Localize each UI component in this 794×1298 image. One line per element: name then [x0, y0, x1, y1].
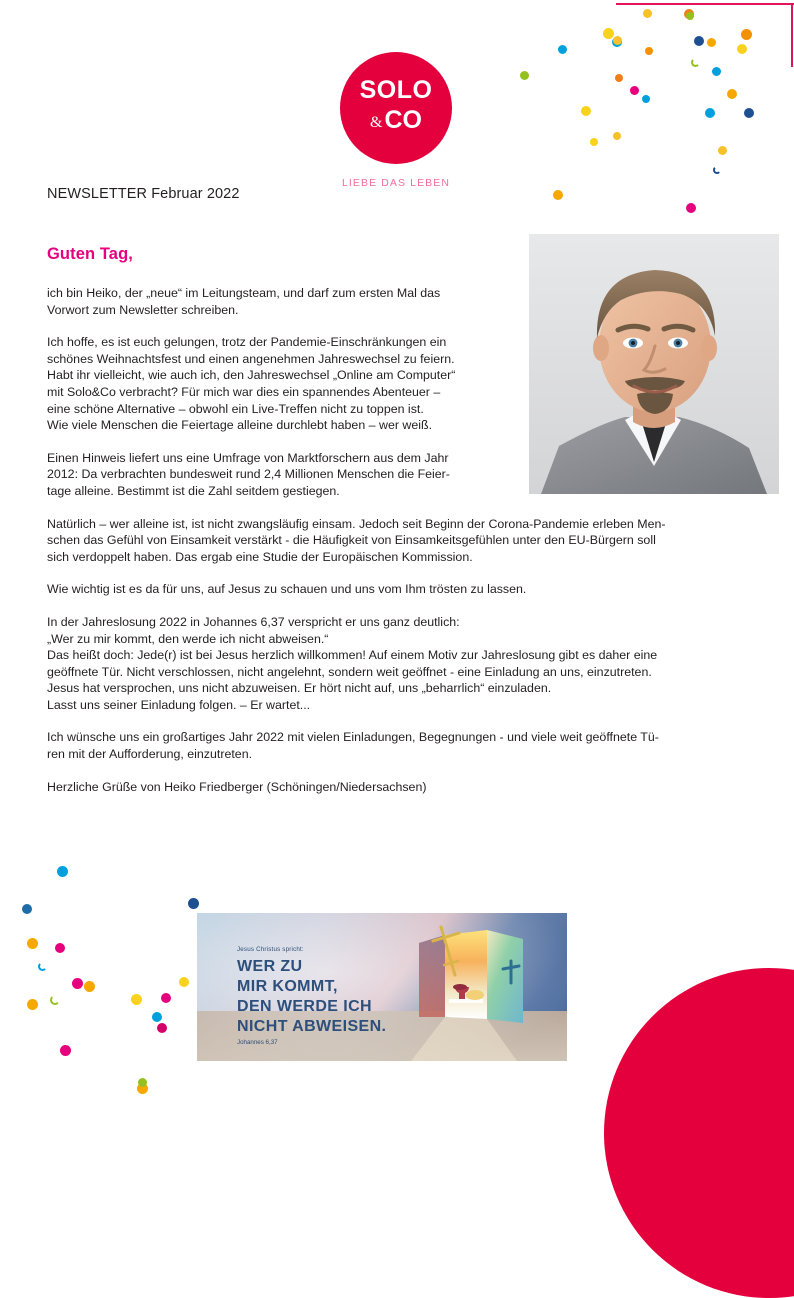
text-line: Ich hoffe, es ist euch gelungen, trotz der Pandemie-Einschränkungen ein: [47, 335, 447, 350]
text-line: schen das Gefühl von Einsamkeit verstärkt - die Häufigkeit von Einsamkeitsgefühlen unter den EU-Bürgern soll: [47, 533, 656, 548]
confetti-dot: [50, 995, 60, 1005]
confetti-dot: [718, 146, 727, 155]
text-line: In der Jahreslosung 2022 in Johannes 6,37 verspricht er uns ganz deutlich:: [47, 614, 460, 629]
paragraph-signoff: [47, 779, 747, 796]
confetti-dot: [161, 993, 171, 1003]
confetti-dot: [707, 38, 716, 47]
confetti-dot: [705, 108, 715, 118]
confetti-dot: [713, 166, 721, 174]
confetti-dot: [137, 1083, 148, 1094]
confetti-dot: [741, 29, 752, 40]
text-line: ich bin Heiko, der „neue“ im Leitungsteam, und darf zum ersten Mal das: [47, 286, 441, 300]
letter-body: [47, 285, 747, 811]
svg-text:NICHT ABWEISEN.: NICHT ABWEISEN.: [237, 1018, 387, 1035]
svg-text:MIR KOMMT,: MIR KOMMT,: [237, 978, 338, 995]
confetti-dot: [684, 9, 694, 19]
text-line: Jesus hat versprochen, uns nicht abzuweisen. Er hört nicht auf, uns „beharrlich“ einzuladen.: [47, 681, 552, 696]
svg-text:DEN WERDE ICH: DEN WERDE ICH: [237, 998, 372, 1015]
logo-circle: [340, 52, 452, 164]
confetti-dot: [744, 108, 754, 118]
text-line: Ich wünsche uns ein großartiges Jahr 2022 mit vielen Einladungen, Begegnungen - und viele weit geöffnete Tü-: [47, 730, 659, 745]
text-line: sich verdoppelt haben. Das ergab eine Studie der Europäischen Kommission.: [47, 549, 473, 564]
text-line: Habt ihr vielleicht, wie auch ich, den Jahreswechsel „Online am Computer“: [47, 368, 456, 383]
text-line: Vorwort zum Newsletter schreiben.: [47, 302, 239, 317]
logo-ampersand: &: [370, 114, 383, 131]
paragraph-jahreswechsel: [47, 334, 517, 434]
confetti-dot: [590, 138, 598, 146]
text-line: geöffnete Tür. Nicht verschlossen, nicht angelehnt, sondern weit geöffnet - eine Einladung an uns, einzutreten.: [47, 664, 652, 679]
text-line: Einen Hinweis liefert uns eine Umfrage von Marktforschern aus dem Jahr: [47, 450, 449, 465]
paragraph-einsamkeit: [47, 516, 747, 566]
text-line: 2012: Da verbrachten bundesweit rund 2,4 Millionen Menschen die Feier-: [47, 467, 450, 482]
svg-text:WER ZU: WER ZU: [237, 958, 303, 975]
greeting-heading: Guten Tag,: [47, 245, 133, 263]
text-line: Natürlich – wer alleine ist, ist nicht zwangsläufig einsam. Jedoch seit Beginn der Corona-Pandemie erleben Men-: [47, 516, 666, 531]
confetti-dot: [152, 1012, 162, 1022]
confetti-dot: [188, 898, 199, 909]
confetti-dot: [581, 106, 591, 116]
logo-tagline: LIEBE DAS LEBEN: [341, 177, 451, 189]
paragraph-wunsch: [47, 729, 747, 762]
text-line: schönes Weihnachtsfest und einen angenehmen Jahreswechsel zu feiern.: [47, 351, 455, 366]
confetti-dot: [558, 45, 567, 54]
confetti-dot: [737, 44, 747, 54]
confetti-dot: [603, 28, 614, 39]
bottom-right-circle-decoration: [604, 968, 794, 1298]
confetti-dot: [712, 67, 721, 76]
confetti-dot: [27, 938, 38, 949]
confetti-dot: [131, 994, 142, 1005]
confetti-dot: [613, 132, 621, 140]
confetti-dot: [630, 86, 639, 95]
confetti-dot: [22, 904, 32, 914]
text-line: mit Solo&Co verbracht? Für mich war dies ein spannendes Abenteuer –: [47, 384, 441, 399]
confetti-dot: [27, 999, 38, 1010]
text-line: Das heißt doch: Jede(r) ist bei Jesus herzlich willkommen! Auf einem Motiv zur Jahreslosung gibt es daher eine: [47, 648, 658, 663]
confetti-dot: [642, 95, 650, 103]
confetti-dot: [643, 9, 652, 18]
paragraph-intro: [47, 285, 517, 318]
confetti-dot: [686, 203, 696, 213]
confetti-dot: [57, 866, 68, 877]
confetti-dot: [691, 58, 700, 67]
confetti-dot: [55, 943, 65, 953]
text-line: Wie wichtig ist es da für uns, auf Jesus zu schauen und uns vom Ihm trösten zu lassen.: [47, 582, 527, 597]
paragraph-jesus-schauen: [47, 581, 747, 598]
logo-word-solo: SOLO: [359, 76, 433, 104]
solo-and-co-logo: [336, 52, 456, 189]
confetti-dot: [72, 978, 83, 989]
confetti-dot: [615, 74, 623, 82]
svg-text:Jesus Christus spricht:: Jesus Christus spricht:: [237, 946, 304, 953]
top-right-rule: [616, 3, 794, 5]
text-line: eine schöne Alternative – obwohl ein Live-Treffen nicht zu toppen ist.: [47, 401, 424, 416]
confetti-dot: [686, 12, 694, 20]
confetti-dot: [157, 1023, 167, 1033]
confetti-dot: [645, 47, 653, 55]
text-line: tage alleine. Bestimmt ist die Zahl seitdem gestiegen.: [47, 483, 340, 498]
confetti-dot: [520, 71, 529, 80]
newsletter-issue-line: NEWSLETTER Februar 2022: [47, 186, 240, 202]
paragraph-jahreslosung: [47, 614, 747, 714]
text-line: Wie viele Menschen die Feiertage alleine durchlebt haben – wer weiß.: [47, 418, 433, 433]
confetti-dot: [613, 36, 622, 45]
confetti-dot: [60, 1045, 71, 1056]
logo-word-co-row: [340, 108, 452, 133]
confetti-dot: [84, 981, 95, 992]
svg-text:Johannes 6,37: Johannes 6,37: [237, 1039, 278, 1046]
confetti-dot: [553, 190, 563, 200]
text-line: Herzliche Grüße von Heiko Friedberger (Schöningen/Niedersachsen): [47, 779, 427, 794]
confetti-dot: [727, 89, 737, 99]
jahreslosung-motif-image: [197, 913, 567, 1061]
text-line: ren mit der Aufforderung, einzutreten.: [47, 747, 253, 762]
confetti-dot: [38, 962, 47, 971]
text-line: Lasst uns seiner Einladung folgen. – Er wartet...: [47, 697, 311, 712]
confetti-dot: [179, 977, 189, 987]
logo-word-co: CO: [384, 106, 422, 134]
paragraph-umfrage: [47, 450, 517, 500]
text-line: „Wer zu mir kommt, den werde ich nicht abweisen.“: [47, 631, 329, 646]
confetti-dot: [138, 1078, 147, 1087]
confetti-dot: [612, 37, 622, 47]
confetti-dot: [694, 36, 704, 46]
right-edge-rule: [791, 3, 793, 67]
